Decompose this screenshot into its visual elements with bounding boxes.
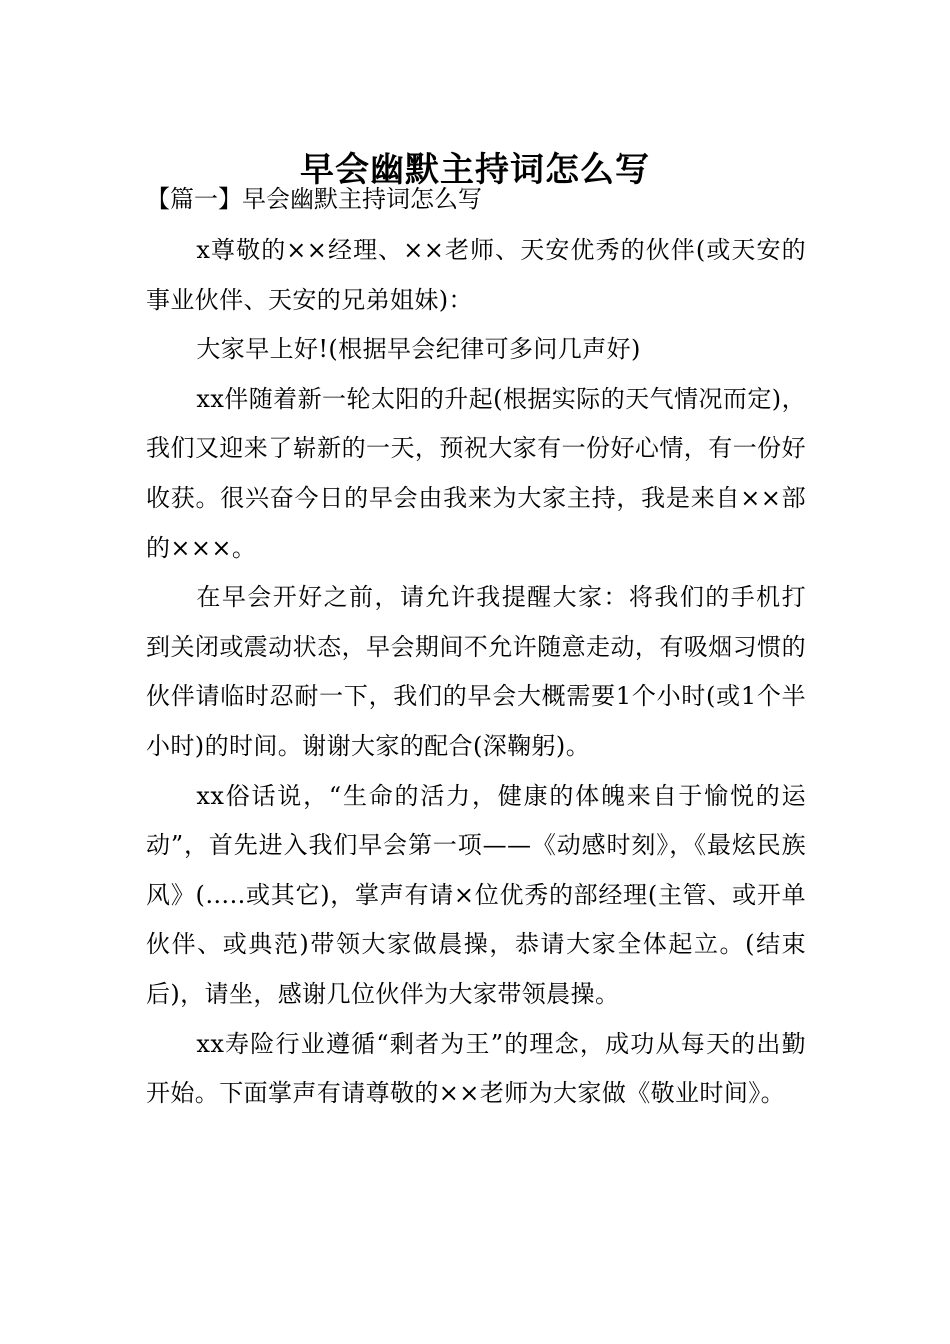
paragraph-reminder: 在早会开好之前，请允许我提醒大家：将我们的手机打到关闭或震动状态，早会期间不允许随意走动，有吸烟习惯的伙伴请临时忍耐一下，我们的早会大概需要1个小时(或1个半小时)的时间。谢谢大家的配合(深鞠躬)。 bbox=[146, 583, 806, 760]
document-title: 早会幽默主持词怎么写 bbox=[300, 149, 650, 190]
paragraph-good-morning: 大家早上好!(根据早会纪律可多问几声好) bbox=[196, 335, 641, 364]
paragraph-greeting: x尊敬的××经理、××老师、天安优秀的伙伴(或天安的事业伙伴、天安的兄弟姐妹)： bbox=[146, 236, 806, 314]
paragraph-exercise: xx俗话说，“生命的活力，健康的体魄来自于愉悦的运动”，首先进入我们早会第一项——《动感时刻》，《最炫民族风》(…..或其它)，掌声有请×位优秀的部经理(主管、或开单伙伴、或典范)带领大家做晨操，恭请大家全体起立。(结束后)，请坐，感谢几位伙伴为大家带领晨操。 bbox=[146, 781, 806, 1008]
paragraph-dedication-time: xx寿险行业遵循“剩者为王”的理念，成功从每天的出勤开始。下面掌声有请尊敬的××老师为大家做《敬业时间》。 bbox=[146, 1029, 806, 1108]
section-heading: 【篇一】早会幽默主持词怎么写 bbox=[146, 185, 482, 213]
document-body bbox=[146, 226, 806, 1119]
paragraph-opening: xx伴随着新一轮太阳的升起(根据实际的天气情况而定)，我们又迎来了崭新的一天，预祝大家有一份好心情，有一份好收获。很兴奋今日的早会由我来为大家主持，我是来自××部的×××。 bbox=[146, 384, 806, 562]
